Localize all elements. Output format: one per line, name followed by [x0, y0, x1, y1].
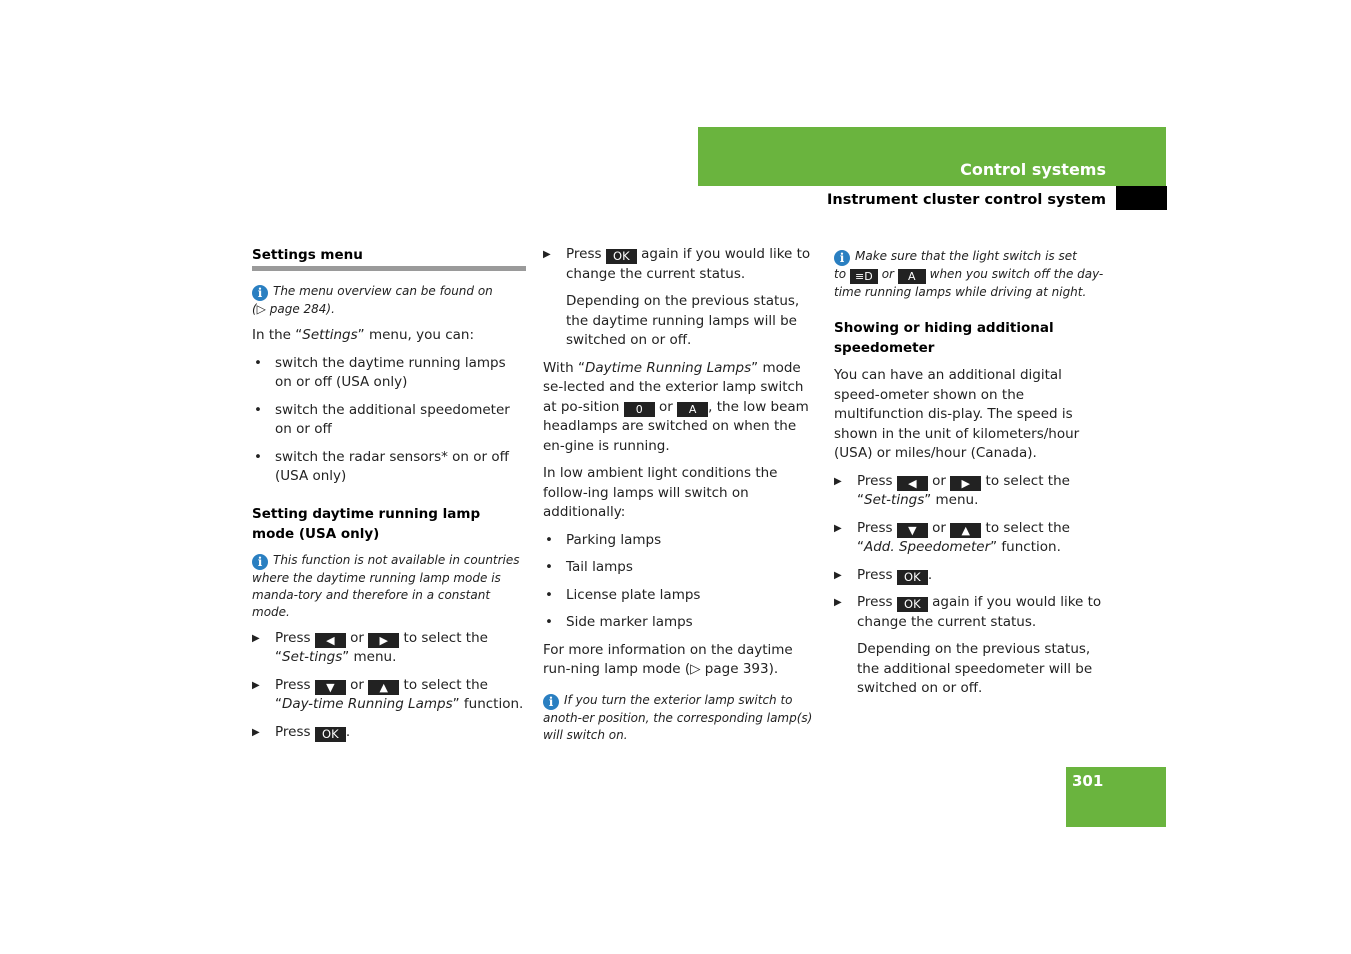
step-item: ▶ Press ◀ or ▶ to select the “Set-tings” menu.: [252, 629, 488, 665]
ok-key-icon: OK: [897, 570, 928, 585]
down-arrow-key-icon: ▼: [315, 680, 346, 695]
ok-key-icon: OK: [606, 249, 637, 264]
step-marker-icon: ▶: [252, 632, 260, 644]
column-3: [834, 248, 1108, 699]
list-item: • switch the radar sensors* on or off (USA only): [254, 448, 509, 484]
speedometer-paragraph: You can have an additional digital speed-ometer shown on the multifunction dis-play. The speed is shown in the unit of kilometers/hour (USA) or miles/hour (Canada).: [834, 367, 1080, 461]
chapter-title: Control systems: [960, 160, 1106, 179]
column-2: [543, 245, 815, 744]
info-icon: i: [834, 250, 850, 266]
step-item: ▶ Press ▼ or ▲ to select the “Day-time Running Lamps” function.: [252, 676, 524, 712]
right-arrow-key-icon: ▶: [368, 633, 399, 648]
list-item: • switch the daytime running lamps on or off (USA only): [254, 354, 506, 390]
step-item: ▶ Press OK again if you would like to change the current status.: [543, 246, 811, 282]
step-marker-icon: ▶: [543, 249, 551, 260]
speedometer-heading: Showing or hiding additional speedometer: [834, 320, 1054, 356]
step-marker-icon: ▶: [252, 679, 260, 691]
more-info-paragraph: For more information on the daytime run-ning lamp mode (▷ page 393).: [543, 641, 793, 677]
heading-rule: [252, 266, 526, 271]
step-result-note: Depending on the previous status, the daytime running lamps will be switched on or off.: [566, 293, 800, 348]
info-note-light-switch: i Make sure that the light switch is set to ≡D or A when you switch off the day-time running lamps while driving at night.: [834, 249, 1104, 299]
info-icon: i: [252, 554, 268, 570]
step-marker-icon: ▶: [834, 475, 842, 487]
list-item: • Tail lamps: [545, 559, 633, 575]
step-result-note: Depending on the previous status, the additional speedometer will be switched on or off.: [857, 641, 1093, 696]
mode-paragraph: With “Daytime Running Lamps” mode se-lected and the exterior lamp switch at po-sition 0 or A , the low beam headlamps are switched on when the en-gine is running.: [543, 359, 809, 454]
up-arrow-key-icon: ▲: [368, 680, 399, 695]
list-item: • License plate lamps: [545, 586, 701, 603]
page-reference-link[interactable]: (▷ page 284).: [252, 302, 335, 316]
low-beam-key-icon: ≡D: [850, 269, 878, 284]
info-note-menu-overview: i The menu overview can be found on (▷ page 284).: [252, 284, 493, 316]
section-title: Instrument cluster control system: [826, 192, 1106, 208]
position-a-key-icon: A: [677, 402, 708, 417]
list-item: • Parking lamps: [545, 531, 662, 548]
step-marker-icon: ▶: [834, 569, 842, 581]
daytime-lamp-heading: Setting daytime running lamp mode (USA only): [252, 505, 481, 542]
step-item: ▶ Press OK .: [252, 723, 351, 741]
step-marker-icon: ▶: [834, 597, 842, 608]
left-arrow-key-icon: ◀: [897, 476, 928, 491]
settings-menu-heading: Settings menu: [252, 247, 363, 263]
list-item: • switch the additional speedometer on or off: [254, 401, 510, 437]
down-arrow-key-icon: ▼: [897, 523, 928, 538]
step-item: ▶ Press OK again if you would like to change the current status.: [834, 594, 1102, 630]
ok-key-icon: OK: [897, 597, 928, 612]
ambient-light-paragraph: In low ambient light conditions the follow-ing lamps will switch on additionally:: [543, 465, 778, 520]
step-item: ▶ Press ◀ or ▶ to select the “Set-tings” menu.: [834, 472, 1070, 508]
list-item: • Side marker lamps: [545, 614, 693, 630]
info-icon: i: [543, 694, 559, 710]
right-arrow-key-icon: ▶: [950, 476, 981, 491]
position-0-key-icon: 0: [624, 402, 655, 417]
step-item: ▶ Press OK .: [834, 566, 933, 584]
column-1: [252, 245, 526, 742]
position-a-key-icon: A: [898, 269, 926, 284]
info-icon: i: [252, 285, 268, 301]
info-note-availability: i This function is not available in countries where the daytime running lamp mode is manda-tory and therefore in a constant mode.: [252, 552, 520, 619]
left-arrow-key-icon: ◀: [315, 633, 346, 648]
up-arrow-key-icon: ▲: [950, 523, 981, 538]
ok-key-icon: OK: [315, 727, 346, 742]
page-number: 301: [1072, 772, 1104, 790]
step-item: ▶ Press ▼ or ▲ to select the “Add. Speedometer” function.: [834, 519, 1070, 555]
intro-paragraph: In the “Settings” menu, you can:: [252, 327, 474, 343]
step-marker-icon: ▶: [834, 522, 842, 534]
info-note-lamp-switch: i If you turn the exterior lamp switch to anoth-er position, the corresponding lamp(s) will switch on.: [543, 692, 813, 742]
step-marker-icon: ▶: [252, 726, 260, 738]
header-marker: [1116, 186, 1167, 210]
